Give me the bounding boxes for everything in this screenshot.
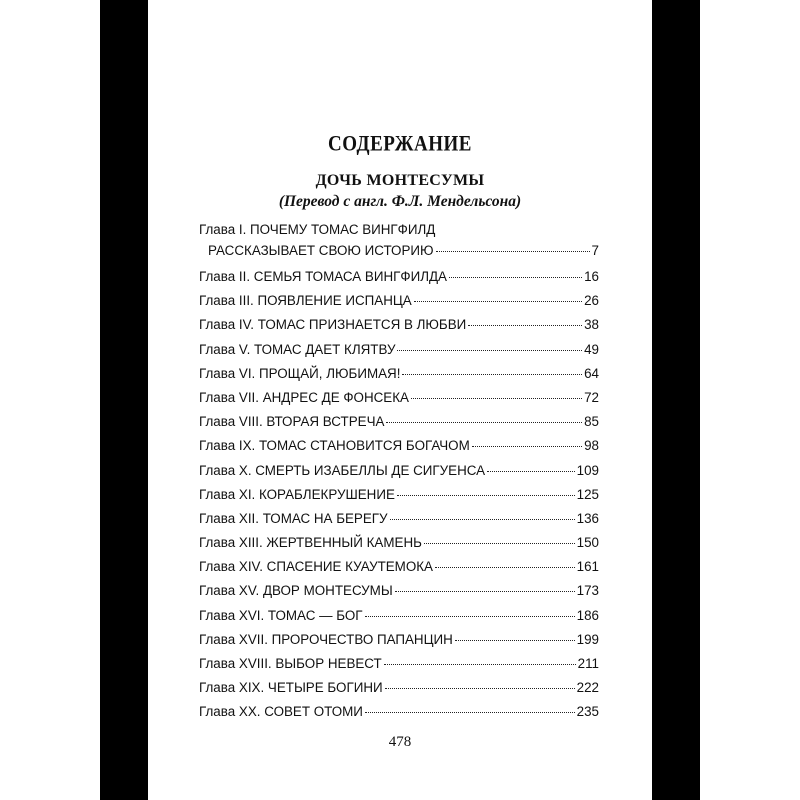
toc-entry-label-continued: РАССКАЗЫВАЕТ СВОЮ ИСТОРИЮ — [208, 243, 434, 258]
toc-entry — [199, 410, 599, 434]
toc-entry — [199, 265, 599, 289]
leader-dots — [436, 251, 590, 252]
book-title: ДОЧЬ МОНТЕСУМЫ — [315, 172, 485, 189]
toc-entry — [199, 313, 599, 337]
toc-entry — [199, 700, 599, 724]
toc-entry — [199, 652, 599, 676]
toc-entry-label: Глава XVII. ПРОРОЧЕСТВО ПАПАНЦИН — [199, 631, 453, 647]
toc-entry — [199, 507, 599, 531]
toc-entry-page: 199 — [576, 631, 599, 647]
toc-entry-label: Глава II. СЕМЬЯ ТОМАСА ВИНГФИЛДА — [199, 269, 447, 284]
toc-entry — [199, 531, 599, 555]
toc-entry-label: Глава IV. ТОМАС ПРИЗНАЕТСЯ В ЛЮБВИ — [199, 317, 467, 333]
leader-dots — [386, 422, 582, 423]
left-black-border — [100, 0, 148, 800]
translation-note: (Перевод с англ. Ф.Л. Мендельсона) — [278, 193, 522, 210]
toc-entry — [199, 628, 599, 652]
toc-entry — [199, 386, 599, 410]
toc-entry-label: Глава XVI. ТОМАС — БОГ — [199, 607, 363, 623]
toc-entry — [199, 220, 599, 263]
toc-entry-label: Глава I. ПОЧЕМУ ТОМАС ВИНГФИЛД — [199, 222, 436, 237]
toc-entry-continuation — [199, 239, 599, 263]
leader-dots — [384, 664, 576, 665]
leader-dots — [449, 277, 582, 278]
toc-entry-page: 26 — [584, 293, 599, 309]
toc-entry — [199, 579, 599, 603]
leader-dots — [365, 616, 575, 617]
toc-entry-page: 72 — [584, 389, 599, 405]
leader-dots — [414, 301, 582, 302]
toc-entry — [199, 555, 599, 579]
toc-entry — [199, 604, 599, 628]
toc-entry-label: Глава XV. ДВОР МОНТЕСУМЫ — [199, 583, 393, 599]
leader-dots — [365, 712, 575, 713]
toc-entries — [199, 265, 599, 725]
toc-entry-page: 136 — [576, 510, 599, 526]
toc-entry-label: Глава XIII. ЖЕРТВЕННЫЙ КАМЕНЬ — [199, 535, 422, 551]
leader-dots — [424, 543, 575, 544]
toc-entry-page: 150 — [576, 535, 599, 551]
toc-entry-label: Глава VIII. ВТОРАЯ ВСТРЕЧА — [199, 414, 385, 430]
leader-dots — [397, 495, 575, 496]
toc-entry-page: 222 — [576, 680, 599, 696]
toc-entry-page: 16 — [584, 269, 599, 284]
book-page — [148, 0, 652, 800]
toc-entry-page: 38 — [584, 317, 599, 333]
toc-entry — [199, 362, 599, 386]
toc-entry-page: 64 — [584, 365, 599, 381]
toc-entry-label: Глава XII. ТОМАС НА БЕРЕГУ — [199, 510, 388, 526]
page-number: 478 — [388, 734, 412, 750]
toc-entry-label: Глава III. ПОЯВЛЕНИЕ ИСПАНЦА — [199, 293, 412, 309]
leader-dots — [472, 446, 582, 447]
toc-entry-page: 186 — [576, 607, 599, 623]
toc-entry-label: Глава XI. КОРАБЛЕКРУШЕНИЕ — [199, 486, 395, 502]
toc-entry-page: 235 — [576, 704, 599, 720]
toc-entry-label: Глава XIV. СПАСЕНИЕ КУАУТЕМОКА — [199, 559, 433, 575]
leader-dots — [395, 591, 575, 592]
toc-entry-label: Глава X. СМЕРТЬ ИЗАБЕЛЛЫ ДЕ СИГУЕНСА — [199, 462, 486, 478]
contents-heading: СОДЕРЖАНИЕ — [328, 132, 472, 157]
toc-entry-label: Глава XIX. ЧЕТЫРЕ БОГИНИ — [199, 680, 383, 696]
leader-dots — [468, 325, 582, 326]
toc-entry-page: 85 — [584, 414, 599, 430]
toc-entry-label: Глава XVIII. ВЫБОР НЕВЕСТ — [199, 656, 382, 671]
toc-entry-page: 7 — [591, 243, 599, 258]
toc-entry — [199, 289, 599, 313]
toc-entry-page: 98 — [584, 438, 599, 454]
toc-entry-label: Глава IX. ТОМАС СТАНОВИТСЯ БОГАЧОМ — [199, 438, 470, 454]
toc-entry — [199, 483, 599, 507]
toc-entry — [199, 434, 599, 458]
toc-entry-label: Глава VI. ПРОЩАЙ, ЛЮБИМАЯ! — [199, 365, 401, 381]
toc-entry — [199, 459, 599, 483]
leader-dots — [455, 640, 575, 641]
toc-entry — [199, 338, 599, 362]
leader-dots — [397, 350, 582, 351]
table-of-contents — [199, 220, 599, 725]
toc-entry-page: 161 — [576, 559, 599, 575]
toc-entry-label: Глава VII. АНДРЕС ДЕ ФОНСЕКА — [199, 389, 409, 405]
leader-dots — [487, 471, 575, 472]
toc-entry-label: Глава V. ТОМАС ДАЕТ КЛЯТВУ — [199, 341, 396, 357]
toc-entry-page: 49 — [584, 341, 599, 357]
leader-dots — [411, 398, 582, 399]
toc-entry-page: 125 — [576, 486, 599, 502]
leader-dots — [385, 688, 575, 689]
leader-dots — [402, 374, 582, 375]
right-black-border — [652, 0, 700, 800]
toc-entry — [199, 676, 599, 700]
toc-entry-page: 109 — [576, 462, 599, 478]
toc-entry-page: 211 — [577, 656, 599, 671]
toc-entry-label: Глава XX. СОВЕТ ОТОМИ — [199, 704, 363, 720]
toc-entry-page: 173 — [576, 583, 599, 599]
leader-dots — [435, 567, 575, 568]
leader-dots — [390, 519, 575, 520]
